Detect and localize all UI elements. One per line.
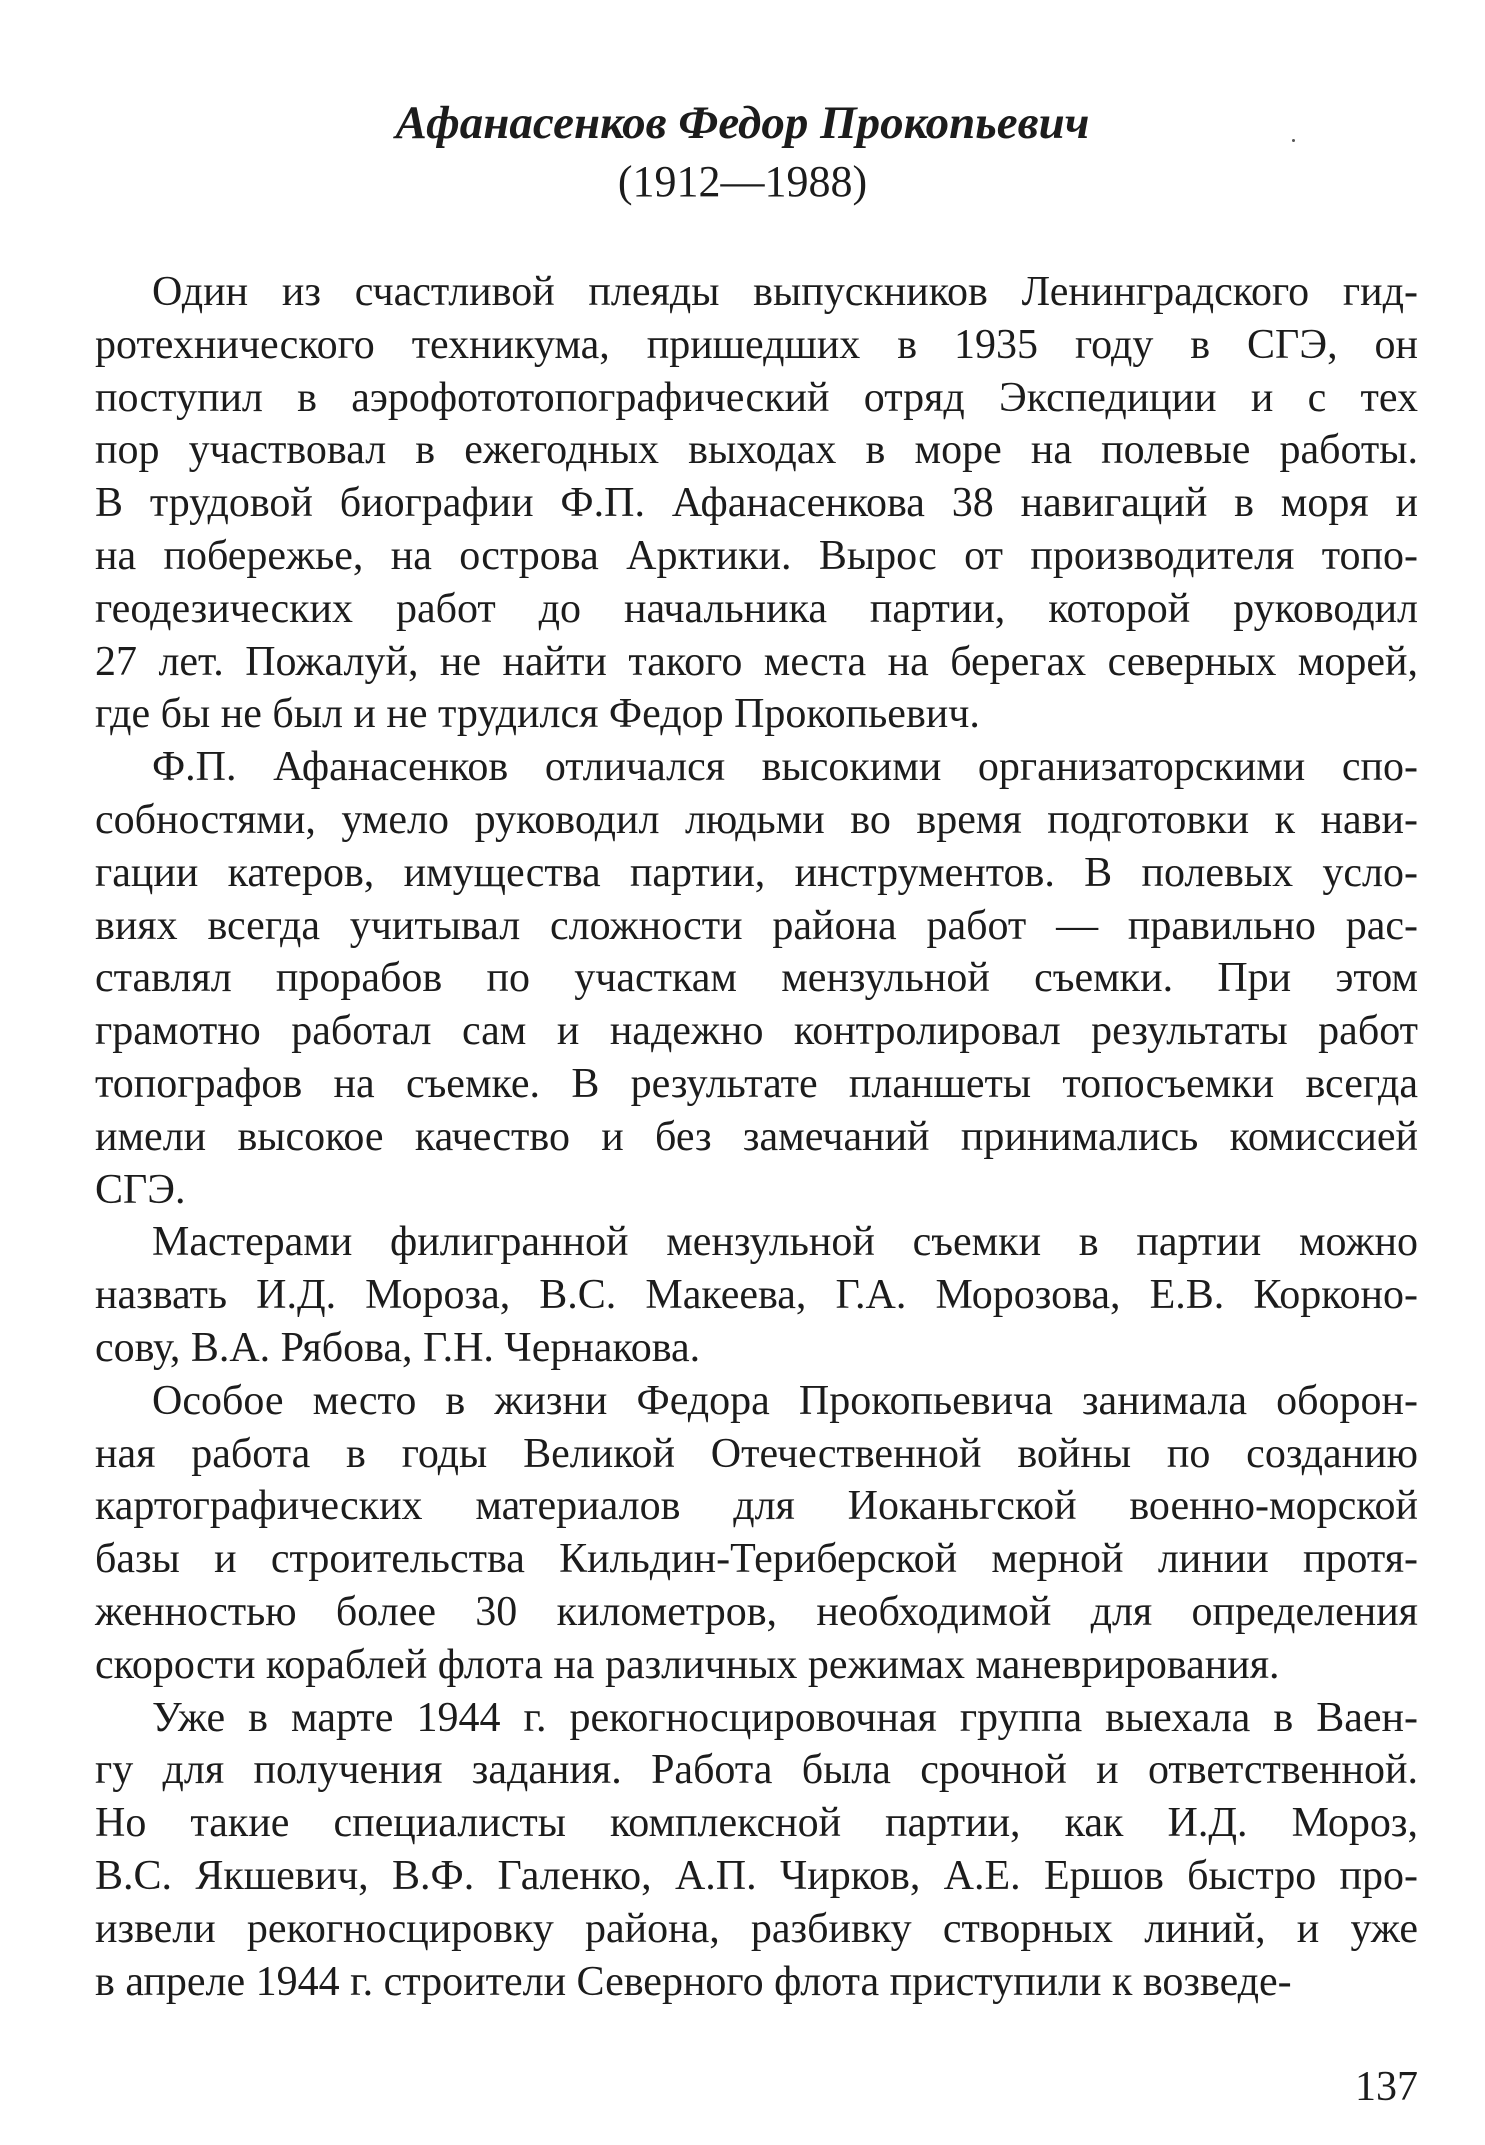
text-line: пор участвовал в ежегодных выходах в море на полевые работы. xyxy=(95,427,1418,474)
page-number: 137 xyxy=(1355,2064,1418,2110)
text-line: ротехнического техникума, пришедших в 1935 году в СГЭ, он xyxy=(95,321,1418,368)
text-line: в апреле 1944 г. строители Северного флота приступили к возведе- xyxy=(95,1958,1292,2005)
paragraph xyxy=(95,1375,1418,1692)
text-line: Уже в марте 1944 г. рекогносцировочная группа выехала в Ваен- xyxy=(152,1694,1418,1741)
paragraph xyxy=(95,266,1418,741)
text-line: топографов на съемке. В результате планшеты топосъемки всегда xyxy=(95,1060,1418,1107)
text-line: ная работа в годы Великой Отечественной войны по созданию xyxy=(95,1430,1418,1477)
paragraph xyxy=(95,741,1418,1216)
text-line: В.С. Якшевич, В.Ф. Галенко, А.П. Чирков, А.Е. Ершов быстро про- xyxy=(95,1852,1418,1899)
text-line: базы и строительства Кильдин-Териберской мерной линии протя- xyxy=(95,1536,1418,1583)
text-line: имели высокое качество и без замечаний принимались комиссией xyxy=(95,1113,1418,1160)
text-line: Один из счастливой плеяды выпускников Ленинградского гид- xyxy=(152,269,1418,315)
text-line: поступил в аэрофототопографический отряд Экспедиции и с тех xyxy=(95,374,1418,421)
text-line: гации катеров, имущества партии, инструментов. В полевых усло- xyxy=(95,849,1418,896)
text-line: собностями, умело руководил людьми во время подготовки к нави- xyxy=(95,796,1418,843)
paragraph xyxy=(95,1216,1418,1374)
text-line: Но такие специалисты комплексной партии, как И.Д. Мороз, xyxy=(95,1800,1418,1847)
text-line: гу для получения задания. Работа была срочной и ответственной. xyxy=(95,1747,1418,1794)
text-line: на побережье, на острова Арктики. Вырос от производителя топо- xyxy=(95,532,1418,579)
scan-speck xyxy=(1292,139,1295,142)
article-title: Афанасенков Федор Прокопьевич xyxy=(395,97,1090,149)
text-line: ставлял прорабов по участкам мензульной съемки. При этом xyxy=(95,955,1418,1002)
text-line: Мастерами филигранной мензульной съемки в партии можно xyxy=(152,1219,1418,1266)
life-dates: (1912—1988) xyxy=(617,157,868,206)
text-line: женностью более 30 километров, необходимой для определения xyxy=(95,1588,1418,1635)
text-line: виях всегда учитывал сложности района работ — правильно рас- xyxy=(95,902,1418,949)
text-line: геодезических работ до начальника партии, которой руководил xyxy=(95,585,1418,632)
text-line: 27 лет. Пожалуй, не найти такого места на берегах северных морей, xyxy=(95,638,1418,685)
text-line: скорости кораблей флота на различных режимах маневрирования. xyxy=(95,1641,1280,1688)
text-line: сову, В.А. Рябова, Г.Н. Чернакова. xyxy=(95,1324,701,1371)
body-text xyxy=(95,266,1418,2008)
text-line: СГЭ. xyxy=(95,1166,186,1213)
text-line: грамотно работал сам и надежно контролировал результаты работ xyxy=(95,1008,1418,1055)
text-line: где бы не был и не трудился Федор Прокопьевич. xyxy=(95,691,980,738)
text-line: картографических материалов для Иоканьгской военно-морской xyxy=(95,1483,1418,1530)
text-line: извели рекогносцировку района, разбивку створных линий, и уже xyxy=(95,1905,1418,1952)
text-line: Ф.П. Афанасенков отличался высокими организаторскими спо- xyxy=(152,744,1418,791)
text-line: назвать И.Д. Мороза, В.С. Макеева, Г.А. Морозова, Е.В. Корконо- xyxy=(95,1272,1418,1319)
text-line: В трудовой биографии Ф.П. Афанасенкова 38 навигаций в моря и xyxy=(95,480,1418,527)
text-line: Особое место в жизни Федора Прокопьевича занимала оборон- xyxy=(152,1377,1418,1424)
paragraph xyxy=(95,1692,1418,2009)
